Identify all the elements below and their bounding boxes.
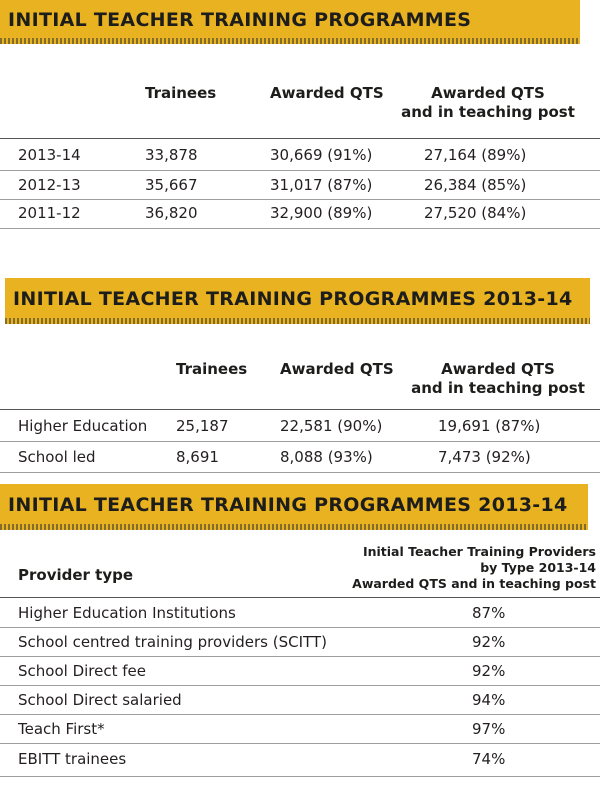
s1-year: 2013-14 — [18, 146, 81, 164]
section2-banner — [5, 278, 590, 324]
s1-trainees: 33,878 — [145, 146, 198, 164]
s3-provider: School centred training providers (SCITT) — [18, 633, 327, 651]
s3-value: 97% — [472, 720, 506, 738]
s3-header-provider-type: Provider type — [18, 566, 134, 584]
s1-qts: 32,900 (89%) — [270, 204, 373, 222]
s3-header-rate-line1: Initial Teacher Training Providers — [362, 544, 596, 559]
s3-value: 74% — [472, 750, 506, 768]
section3-banner — [0, 484, 588, 530]
section2-title: INITIAL TEACHER TRAINING PROGRAMMES 2013-14 — [13, 288, 573, 310]
s2-header-qts-post-line2: and in teaching post — [411, 379, 585, 397]
s3-rule-top — [0, 597, 600, 598]
s1-rule-top — [0, 138, 600, 139]
s3-header-rate — [352, 544, 596, 592]
s2-trainees: 25,187 — [176, 417, 229, 435]
s1-year: 2012-13 — [18, 176, 81, 194]
s3-rule-2 — [0, 656, 600, 657]
s1-trainees: 35,667 — [145, 176, 198, 194]
s3-value: 92% — [472, 633, 506, 651]
s3-header-rate-line2: by Type 2013-14 — [480, 560, 596, 575]
s3-provider: EBITT trainees — [18, 750, 127, 768]
s3-value: 87% — [472, 604, 506, 622]
s2-header-qts-post-line1: Awarded QTS — [441, 360, 555, 378]
s1-rule-bottom — [0, 228, 600, 229]
s3-provider: School Direct fee — [18, 662, 146, 680]
section3-title: INITIAL TEACHER TRAINING PROGRAMMES 2013-14 — [8, 494, 568, 516]
s1-qts: 31,017 (87%) — [270, 176, 373, 194]
s3-rule-4 — [0, 714, 600, 715]
s3-provider: Teach First* — [18, 720, 105, 738]
s1-post: 26,384 (85%) — [424, 176, 527, 194]
s1-trainees: 36,820 — [145, 204, 198, 222]
s2-route: School led — [18, 448, 96, 466]
s3-rule-3 — [0, 685, 600, 686]
s1-post: 27,520 (84%) — [424, 204, 527, 222]
s2-qts: 22,581 (90%) — [280, 417, 383, 435]
s2-rule-top — [0, 409, 600, 410]
s3-rule-1 — [0, 627, 600, 628]
s3-value: 92% — [472, 662, 506, 680]
s1-header-qts: Awarded QTS — [270, 84, 384, 102]
s1-header-qts-post — [398, 84, 578, 122]
s1-year: 2011-12 — [18, 204, 81, 222]
s1-header-trainees: Trainees — [145, 84, 217, 102]
s3-rule-5 — [0, 743, 600, 744]
s3-value: 94% — [472, 691, 506, 709]
s1-rule-2 — [0, 199, 600, 200]
s1-header-qts-post-line2: and in teaching post — [401, 103, 575, 121]
s2-header-qts: Awarded QTS — [280, 360, 394, 378]
s1-rule-1 — [0, 170, 600, 171]
s2-post: 19,691 (87%) — [438, 417, 541, 435]
s2-rule-bottom — [0, 472, 600, 473]
s2-post: 7,473 (92%) — [438, 448, 531, 466]
s1-post: 27,164 (89%) — [424, 146, 527, 164]
section1-title: INITIAL TEACHER TRAINING PROGRAMMES — [8, 9, 472, 31]
s2-route: Higher Education — [18, 417, 148, 435]
s2-trainees: 8,691 — [176, 448, 219, 466]
s2-header-qts-post — [408, 360, 588, 398]
s1-header-qts-post-line1: Awarded QTS — [431, 84, 545, 102]
s1-qts: 30,669 (91%) — [270, 146, 373, 164]
s3-rule-bottom — [0, 776, 600, 777]
s2-qts: 8,088 (93%) — [280, 448, 373, 466]
section1-banner — [0, 0, 580, 44]
s3-provider: School Direct salaried — [18, 691, 182, 709]
s3-provider: Higher Education Institutions — [18, 604, 236, 622]
s2-header-trainees: Trainees — [176, 360, 248, 378]
s2-rule-1 — [0, 441, 600, 442]
s3-header-rate-line3: Awarded QTS and in teaching post — [352, 576, 596, 591]
